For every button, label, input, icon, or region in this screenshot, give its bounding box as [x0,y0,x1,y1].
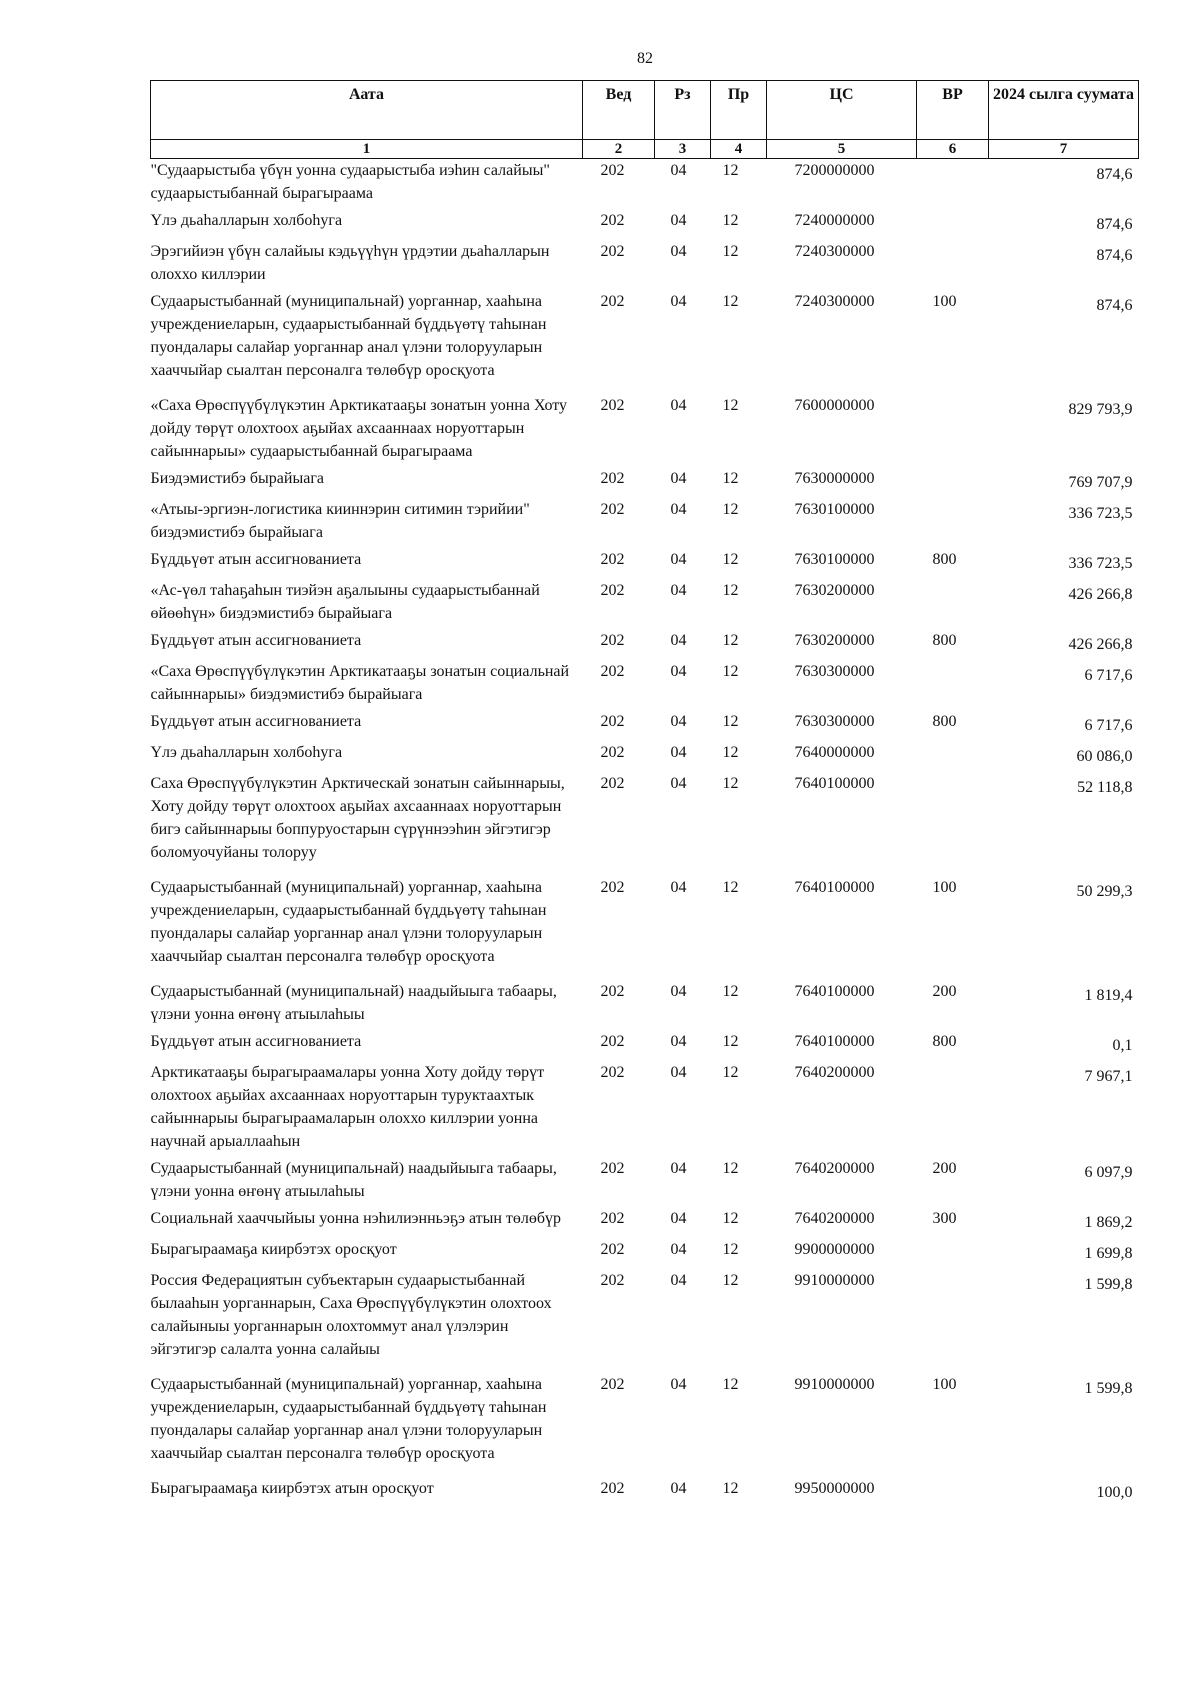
row-name-cell: Судаарыстыбаннай (муниципальнай) наадыйыыга табаары, үлэни уонна өҥөнү атыылаһыы [150,1160,557,1200]
row-sum-cell: 6 717,6 [1084,667,1133,684]
column-number: 1 [151,140,583,159]
table-row [151,741,1139,772]
row-rz-cell: 04 [670,983,687,1000]
row-cs-cell: 7630100000 [794,551,875,568]
row-vr-cell: 100 [932,879,957,896]
table-row [151,240,1139,290]
row-vr-cell: 800 [932,1033,957,1050]
row-cs-cell: 7630200000 [794,582,875,599]
row-vr-cell: 200 [932,1160,957,1177]
row-ved-cell: 202 [600,1160,625,1177]
table-row [151,467,1139,498]
row-pr-cell: 12 [722,551,739,568]
row-name-cell: Бырагыраамаҕа киирбэтэх атын оросқуот [150,1480,434,1497]
table-row [151,498,1139,548]
row-rz-cell: 04 [670,1033,687,1050]
row-name-cell: Саха Өрөспүүбүлүкэтин Арктическай зонатын сайыннарыы, Хоту дойду төрүт олохтоох аҕыйах ахсааннаах норуоттарын бигэ сайыннарыы боппуруостарын сүрүннээһин эйгэтигэр боломуочуйаны толоруу [150,775,565,861]
row-sum-cell: 426 266,8 [1068,586,1133,603]
table-row [151,548,1139,579]
row-pr-cell: 12 [722,293,739,310]
row-cs-cell: 7640100000 [794,1033,875,1050]
row-pr-cell: 12 [722,663,739,680]
header-rz: Рз [655,81,711,140]
row-name-cell: Социальнай хааччыйыы уонна нэһилиэнньэҕэ атын төлөбүр [150,1210,562,1227]
table-row [151,876,1139,980]
row-pr-cell: 12 [722,1210,739,1227]
row-vr-cell [917,498,989,548]
row-rz-cell: 04 [670,632,687,649]
table-row [151,579,1139,629]
column-number: 5 [767,140,917,159]
row-cs-cell: 7600000000 [794,397,875,414]
row-cs-cell: 7630000000 [794,470,875,487]
row-vr-cell [917,741,989,772]
row-ved-cell: 202 [600,744,625,761]
row-ved-cell: 202 [600,582,625,599]
row-name-cell: Үлэ дьаһалларын холбоһуга [150,212,343,229]
row-name-cell: «Ас-үөл таһаҕаһын тиэйэн аҕалыыны судаарыстыбаннай өйөөһүн» биэдэмистибэ бырайыага [150,582,540,622]
row-rz-cell: 04 [670,1272,687,1289]
row-sum-cell: 769 707,9 [1068,474,1133,491]
row-name-cell: Бүддьүөт атын ассигнованиета [150,1033,362,1050]
row-ved-cell: 202 [600,1033,625,1050]
header-vr: ВР [917,81,989,140]
row-sum-cell: 336 723,5 [1068,505,1133,522]
row-sum-cell: 60 086,0 [1076,748,1133,765]
row-sum-cell: 100,0 [1096,1484,1133,1501]
row-rz-cell: 04 [670,879,687,896]
row-ved-cell: 202 [600,983,625,1000]
row-vr-cell [917,1477,989,1508]
row-cs-cell: 7640100000 [794,775,875,792]
table-row [151,1373,1139,1477]
row-ved-cell: 202 [600,1480,625,1497]
row-ved-cell: 202 [600,293,625,310]
row-name-cell: "Судаарыстыба үбүн уонна судаарыстыба иэһин салайыы" судаарыстыбаннай бырагыраама [150,162,550,202]
row-rz-cell: 04 [670,713,687,730]
row-ved-cell: 202 [600,879,625,896]
row-pr-cell: 12 [722,1160,739,1177]
row-name-cell: Бүддьүөт атын ассигнованиета [150,551,362,568]
row-ved-cell: 202 [600,1064,625,1081]
table-row [151,772,1139,876]
table-body [151,159,1139,1509]
budget-table [150,80,1139,1508]
row-cs-cell: 9910000000 [794,1272,875,1289]
row-name-cell: Судаарыстыбаннай (муниципальнай) уорганнар, хааһына учреждениеларын, судаарыстыбаннай бүддьүөтү таһынан пуондалары салайар уорганнар анал үлэни толорууларын хааччыйар сыалтан персоналга төлөбүр оросқуота [150,1376,547,1462]
row-cs-cell: 7640200000 [794,1064,875,1081]
row-name-cell: Россия Федерациятын субъектарын судаарыстыбаннай былааһын уорганнарын, Саха Өрөспүүбүлүкэтин олохтоох салайыныы уорганнарын олохтоммут анал үлэлэрин эйгэтигэр салалта уонна салайыы [150,1272,552,1358]
row-cs-cell: 9950000000 [794,1480,875,1497]
column-number: 7 [989,140,1139,159]
row-pr-cell: 12 [722,212,739,229]
row-sum-cell: 829 793,9 [1068,401,1133,418]
table-row [151,209,1139,240]
row-vr-cell: 100 [932,1376,957,1393]
row-rz-cell: 04 [670,582,687,599]
row-vr-cell: 100 [932,293,957,310]
table-row [151,1030,1139,1061]
row-cs-cell: 7200000000 [794,162,875,179]
row-pr-cell: 12 [722,1376,739,1393]
row-pr-cell: 12 [722,1480,739,1497]
header-sum: 2024 сылга суумата [989,81,1139,140]
row-pr-cell: 12 [722,397,739,414]
row-rz-cell: 04 [670,551,687,568]
row-name-cell: Үлэ дьаһалларын холбоһуга [150,744,343,761]
row-cs-cell: 7640200000 [794,1210,875,1227]
row-sum-cell: 874,6 [1096,247,1133,264]
row-vr-cell [917,1238,989,1269]
row-sum-cell: 0,1 [1112,1037,1133,1054]
row-ved-cell: 202 [600,397,625,414]
row-rz-cell: 04 [670,1241,687,1258]
row-name-cell: «Атыы-эргиэн-логистика кииннэрин ситимин тэрийии" биэдэмистибэ бырайыага [150,501,530,541]
row-ved-cell: 202 [600,551,625,568]
row-vr-cell [917,579,989,629]
row-ved-cell: 202 [600,775,625,792]
row-pr-cell: 12 [722,1272,739,1289]
row-ved-cell: 202 [600,632,625,649]
row-vr-cell: 200 [932,983,957,1000]
row-rz-cell: 04 [670,293,687,310]
row-ved-cell: 202 [600,470,625,487]
row-pr-cell: 12 [722,162,739,179]
row-rz-cell: 04 [670,744,687,761]
row-rz-cell: 04 [670,1376,687,1393]
row-pr-cell: 12 [722,713,739,730]
row-pr-cell: 12 [722,983,739,1000]
row-ved-cell: 202 [600,1272,625,1289]
row-name-cell: Бырагыраамаҕа киирбэтэх оросқуот [150,1241,397,1258]
table-row [151,1477,1139,1508]
row-cs-cell: 7640100000 [794,879,875,896]
row-name-cell: «Саха Өрөспүүбүлүкэтин Арктикатааҕы зонатын социальнай сайыннарыы» биэдэмистибэ бырайыага [150,663,570,703]
row-ved-cell: 202 [600,663,625,680]
row-sum-cell: 1 599,8 [1084,1380,1133,1397]
row-pr-cell: 12 [722,879,739,896]
row-pr-cell: 12 [722,582,739,599]
table-row [151,159,1139,210]
row-vr-cell [917,1061,989,1157]
row-vr-cell [917,1269,989,1373]
row-name-cell: Судаарыстыбаннай (муниципальнай) уорганнар, хааһына учреждениеларын, судаарыстыбаннай бүддьүөтү таһынан пуондалары салайар уорганнар анал үлэни толорууларын хааччыйар сыалтан персоналга төлөбүр оросқуота [150,293,547,379]
table-row [151,980,1139,1030]
row-rz-cell: 04 [670,470,687,487]
row-rz-cell: 04 [670,1160,687,1177]
page-number: 82 [637,50,653,67]
row-cs-cell: 7630200000 [794,632,875,649]
row-sum-cell: 874,6 [1096,297,1133,314]
row-vr-cell: 800 [932,551,957,568]
row-name-cell: Судаарыстыбаннай (муниципальнай) наадыйыыга табаары, үлэни уонна өҥөнү атыылаһыы [150,983,557,1023]
row-name-cell: Эрэгийиэн үбүн салайыы кэдьүүһүн үрдэтии дьаһалларын олоххо киллэрии [150,243,550,283]
row-rz-cell: 04 [670,663,687,680]
row-pr-cell: 12 [722,501,739,518]
row-rz-cell: 04 [670,501,687,518]
row-rz-cell: 04 [670,1064,687,1081]
row-cs-cell: 7240000000 [794,212,875,229]
row-name-cell: Арктикатааҕы бырагыраамалары уонна Хоту дойду төрүт олохтоох аҕыйах ахсааннаах норуоттарын туруктаахтык сайыннарыы бырагыраамаларын олоххо киллэрии уонна научнай арыаллааһын [150,1064,545,1150]
row-cs-cell: 7630300000 [794,713,875,730]
row-rz-cell: 04 [670,397,687,414]
table-row [151,1207,1139,1238]
row-sum-cell: 1 869,2 [1084,1214,1133,1231]
header-cs: ЦС [767,81,917,140]
row-vr-cell [917,394,989,467]
row-vr-cell [917,467,989,498]
table-row [151,1157,1139,1207]
row-pr-cell: 12 [722,632,739,649]
row-pr-cell: 12 [722,1064,739,1081]
table-row [151,1238,1139,1269]
row-ved-cell: 202 [600,1241,625,1258]
row-ved-cell: 202 [600,212,625,229]
row-cs-cell: 7640100000 [794,983,875,1000]
row-vr-cell: 300 [932,1210,957,1227]
row-name-cell: Бүддьүөт атын ассигнованиета [150,713,362,730]
row-pr-cell: 12 [722,243,739,260]
header-ved: Вед [583,81,655,140]
row-sum-cell: 1 699,8 [1084,1245,1133,1262]
row-pr-cell: 12 [722,1241,739,1258]
row-sum-cell: 52 118,8 [1077,779,1133,796]
row-pr-cell: 12 [722,1033,739,1050]
row-ved-cell: 202 [600,162,625,179]
row-cs-cell: 7240300000 [794,293,875,310]
row-ved-cell: 202 [600,501,625,518]
column-number-row [151,140,1139,159]
table-row [151,710,1139,741]
row-ved-cell: 202 [600,1376,625,1393]
row-ved-cell: 202 [600,1210,625,1227]
row-sum-cell: 336 723,5 [1068,555,1133,572]
table-header-row [151,81,1139,140]
table-row [151,1061,1139,1157]
row-pr-cell: 12 [722,775,739,792]
row-pr-cell: 12 [722,470,739,487]
row-sum-cell: 6 097,9 [1084,1164,1133,1181]
table-row [151,1269,1139,1373]
row-name-cell: Биэдэмистибэ бырайыага [150,470,324,487]
row-sum-cell: 426 266,8 [1068,636,1133,653]
row-rz-cell: 04 [670,775,687,792]
row-name-cell: Судаарыстыбаннай (муниципальнай) уорганнар, хааһына учреждениеларын, судаарыстыбаннай бүддьүөтү таһынан пуондалары салайар уорганнар анал үлэни толорууларын хааччыйар сыалтан персоналга төлөбүр оросқуота [150,879,547,965]
row-rz-cell: 04 [670,1210,687,1227]
table-row [151,660,1139,710]
row-vr-cell [917,772,989,876]
row-rz-cell: 04 [670,243,687,260]
header-pr: Пр [711,81,767,140]
row-cs-cell: 7630100000 [794,501,875,518]
table-row [151,394,1139,467]
column-number: 6 [917,140,989,159]
row-sum-cell: 1 599,8 [1084,1276,1133,1293]
row-cs-cell: 9910000000 [794,1376,875,1393]
table-row [151,629,1139,660]
row-cs-cell: 7640200000 [794,1160,875,1177]
column-number: 4 [711,140,767,159]
header-name: Аата [151,81,583,140]
row-name-cell: Бүддьүөт атын ассигнованиета [150,632,362,649]
row-cs-cell: 7630300000 [794,663,875,680]
table-row [151,290,1139,394]
row-sum-cell: 1 819,4 [1084,987,1133,1004]
row-vr-cell [917,209,989,240]
row-vr-cell: 800 [932,632,957,649]
row-sum-cell: 7 967,1 [1084,1068,1133,1085]
row-rz-cell: 04 [670,1480,687,1497]
row-vr-cell [917,660,989,710]
column-number: 2 [583,140,655,159]
row-vr-cell: 800 [932,713,957,730]
row-rz-cell: 04 [670,162,687,179]
row-pr-cell: 12 [722,744,739,761]
row-cs-cell: 9900000000 [794,1241,875,1258]
row-sum-cell: 50 299,3 [1076,883,1133,900]
row-cs-cell: 7640000000 [794,744,875,761]
row-sum-cell: 874,6 [1096,166,1133,183]
row-vr-cell [917,159,989,210]
row-ved-cell: 202 [600,243,625,260]
row-name-cell: «Саха Өрөспүүбүлүкэтин Арктикатааҕы зонатын уонна Хоту дойду төрүт олохтоох аҕыйах ахсааннаах норуоттарын сайыннарыы» судаарыстыбаннай бырагыраама [150,397,568,460]
row-ved-cell: 202 [600,713,625,730]
row-cs-cell: 7240300000 [794,243,875,260]
row-rz-cell: 04 [670,212,687,229]
column-number: 3 [655,140,711,159]
row-sum-cell: 874,6 [1096,216,1133,233]
row-vr-cell [917,240,989,290]
row-sum-cell: 6 717,6 [1084,717,1133,734]
